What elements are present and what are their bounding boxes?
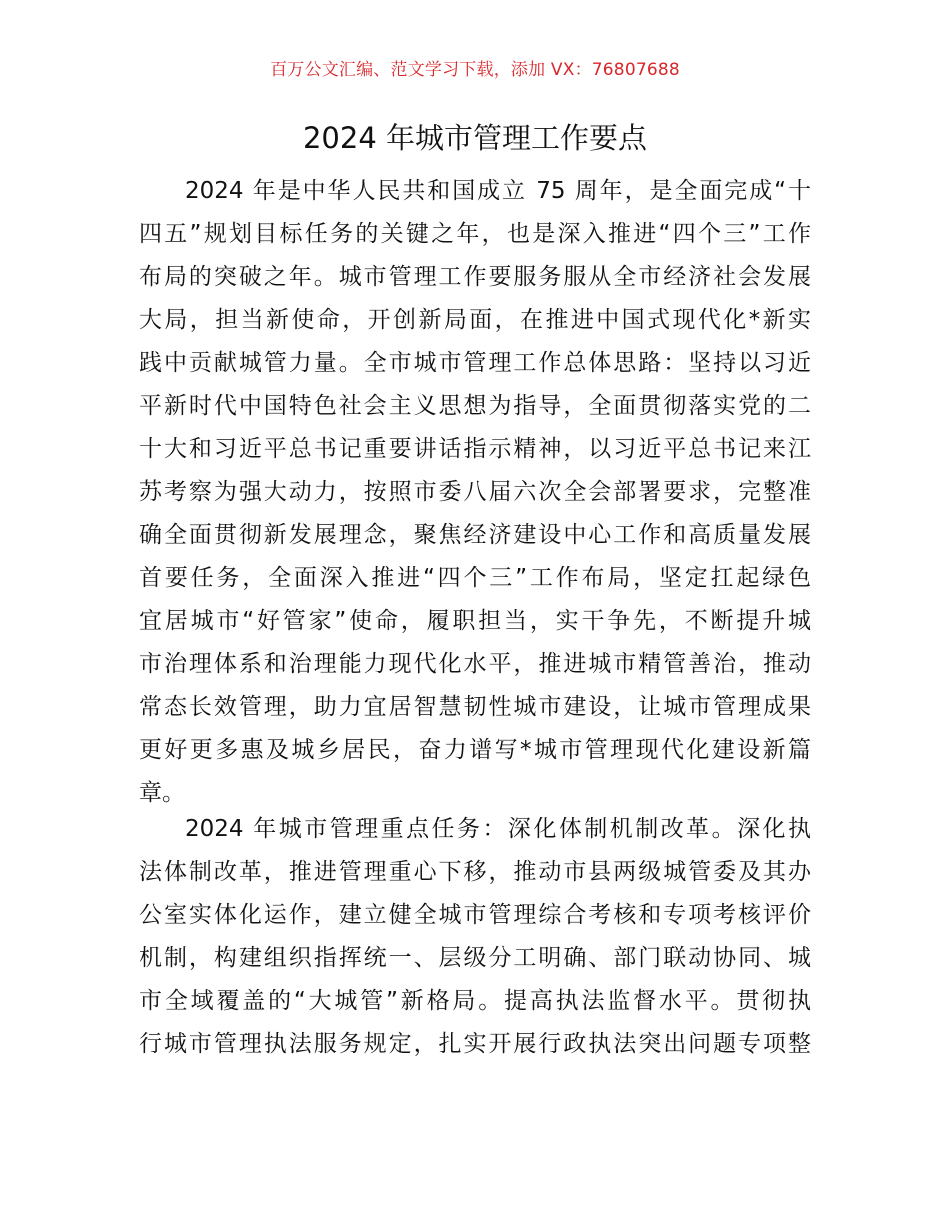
paragraph-line: 践中贡献城管力量。全市城市管理工作总体思路：坚持以习近 (139, 350, 811, 376)
paragraph-line: 确全面贯彻新发展理念，聚焦经济建设中心工作和高质量发展 (139, 522, 811, 548)
paragraph-2 (139, 808, 811, 1066)
paragraph-line: 布局的突破之年。城市管理工作要服务服从全市经济社会发展 (139, 264, 811, 290)
paragraph-line: 更好更多惠及城乡居民，奋力谱写*城市管理现代化建设新篇 (139, 737, 811, 763)
paragraph-line: 首要任务，全面深入推进“四个三”工作布局，坚定扛起绿色 (139, 565, 811, 591)
paragraph-line: 2024 年是中华人民共和国成立 75 周年，是全面完成“十 (185, 178, 811, 204)
paragraph-line: 四五”规划目标任务的关键之年，也是深入推进“四个三”工作 (139, 221, 811, 247)
paragraph-line: 机制，构建组织指挥统一、层级分工明确、部门联动协同、城 (139, 945, 811, 971)
paragraph-line: 苏考察为强大动力，按照市委八届六次全会部署要求，完整准 (139, 479, 811, 505)
paragraph-line: 行城市管理执法服务规定，扎实开展行政执法突出问题专项整 (139, 1031, 811, 1057)
paragraph-line: 大局，担当新使命，开创新局面，在推进中国式现代化*新实 (139, 307, 811, 333)
paragraph-line: 章。 (139, 780, 185, 806)
paragraph-line: 宜居城市“好管家”使命，履职担当，实干争先，不断提升城 (139, 608, 811, 634)
paragraph-line: 市治理体系和治理能力现代化水平，推进城市精管善治，推动 (139, 651, 811, 677)
paragraph-line: 十大和习近平总书记重要讲话指示精神，以习近平总书记来江 (139, 436, 811, 462)
paragraph-line: 市全域覆盖的“大城管”新格局。提高执法监督水平。贯彻执 (139, 988, 811, 1014)
paragraph-line: 平新时代中国特色社会主义思想为指导，全面贯彻落实党的二 (139, 393, 811, 419)
paragraph-line: 法体制改革，推进管理重心下移，推动市县两级城管委及其办 (139, 859, 811, 885)
paragraph-line: 2024 年城市管理重点任务：深化体制机制改革。深化执 (185, 816, 811, 842)
paragraph-line: 常态长效管理，助力宜居智慧韧性城市建设，让城市管理成果 (139, 694, 811, 720)
paragraph-line: 公室实体化运作，建立健全城市管理综合考核和专项考核评价 (139, 902, 811, 928)
paragraph-1 (139, 170, 811, 815)
document-title: 2024 年城市管理工作要点 (302, 121, 648, 155)
header-ad-banner: 百万公文汇编、范文学习下载，添加 VX：76807688 (270, 60, 680, 80)
